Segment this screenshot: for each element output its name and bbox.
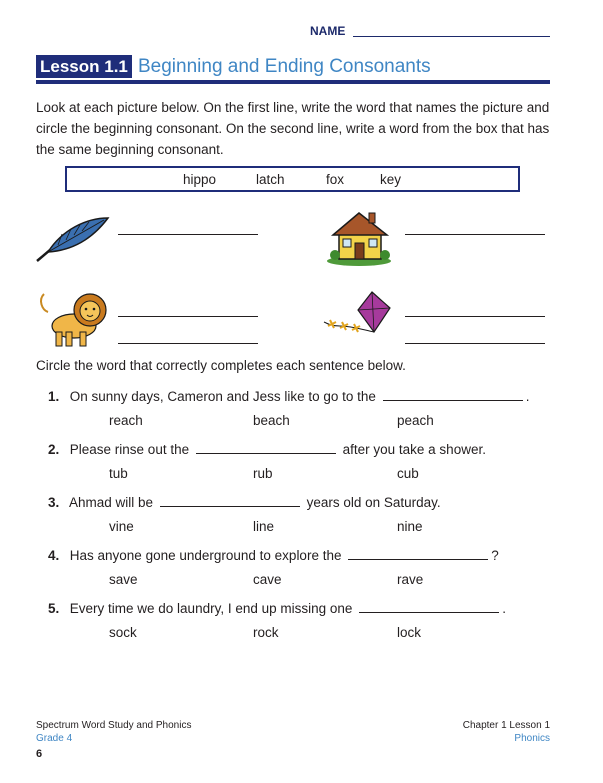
grade-label: Grade 4 [36, 733, 73, 744]
answer-blank[interactable] [160, 497, 300, 507]
question-text-end: ? [491, 548, 499, 563]
option-word[interactable]: cave [253, 572, 282, 587]
option-word[interactable]: vine [109, 519, 134, 534]
option-word[interactable]: cub [397, 466, 419, 481]
lesson-badge: Lesson 1.1 [36, 55, 132, 78]
lesson-title: Beginning and Ending Consonants [138, 56, 431, 77]
question-text-end: after you take a shower. [342, 442, 486, 457]
option-word[interactable]: rub [253, 466, 273, 481]
option-word[interactable]: rock [253, 625, 279, 640]
question-5 [48, 601, 506, 616]
footer-left [36, 719, 191, 745]
answer-line[interactable] [118, 234, 258, 235]
question-number: 3. [48, 495, 60, 510]
question-number: 4. [48, 548, 60, 563]
footer-right [463, 719, 550, 745]
question-number: 2. [48, 442, 60, 457]
lion-icon [34, 288, 110, 350]
option-word[interactable]: reach [109, 413, 143, 428]
page-number: 6 [36, 748, 43, 760]
chapter-label: Chapter 1 Lesson 1 [462, 720, 550, 731]
header-rule [36, 80, 550, 84]
subject-label: Phonics [514, 733, 550, 744]
word-box [65, 166, 520, 192]
question-2 [48, 442, 486, 457]
answer-line[interactable] [405, 234, 545, 235]
option-word[interactable]: save [109, 572, 138, 587]
kite-icon [322, 290, 394, 346]
question-text: Has anyone gone underground to explore the [69, 548, 342, 563]
name-field[interactable] [310, 24, 550, 40]
option-word[interactable]: beach [253, 413, 290, 428]
question-text: On sunny days, Cameron and Jess like to go to the [69, 389, 376, 404]
question-text-end: years old on Saturday. [306, 495, 441, 510]
answer-blank[interactable] [383, 391, 523, 401]
question-text-end: . [502, 601, 506, 616]
option-word[interactable]: sock [109, 625, 137, 640]
question-4 [48, 548, 499, 563]
answer-blank[interactable] [359, 603, 499, 613]
option-word[interactable]: rave [397, 572, 424, 587]
lesson-header [36, 55, 550, 85]
answer-line[interactable] [405, 316, 545, 317]
question-1 [48, 389, 529, 404]
option-word[interactable]: line [253, 519, 275, 534]
answer-line[interactable] [405, 343, 545, 344]
instructions: Look at each picture below. On the first line, write the word that names the picture and circle the beginning consonant. On the second line, write a word from the box that has the same beginning consonant. [36, 100, 550, 157]
option-word[interactable]: lock [397, 625, 422, 640]
answer-blank[interactable] [348, 550, 488, 560]
word-box-item: latch [256, 172, 285, 187]
answer-line[interactable] [118, 316, 258, 317]
option-word[interactable]: tub [109, 466, 128, 481]
name-line[interactable] [353, 36, 550, 37]
section2-instructions: Circle the word that correctly completes each sentence below. [36, 358, 406, 373]
word-box-item: hippo [183, 172, 217, 187]
answer-blank[interactable] [196, 444, 336, 454]
option-word[interactable]: peach [397, 413, 434, 428]
name-label: NAME [310, 24, 346, 38]
book-title: Spectrum Word Study and Phonics [36, 720, 192, 731]
question-number: 1. [48, 389, 60, 404]
question-text: Ahmad will be [69, 495, 154, 510]
word-box-item: fox [326, 172, 345, 187]
question-3 [48, 495, 441, 510]
question-text: Every time we do laundry, I end up missing one [69, 601, 353, 616]
question-number: 5. [48, 601, 60, 616]
option-word[interactable]: nine [397, 519, 423, 534]
word-box-item: key [380, 172, 402, 187]
house-icon [325, 207, 393, 267]
question-text: Please rinse out the [69, 442, 190, 457]
answer-line[interactable] [118, 343, 258, 344]
feather-icon [34, 212, 110, 264]
question-text-end: . [525, 389, 530, 404]
